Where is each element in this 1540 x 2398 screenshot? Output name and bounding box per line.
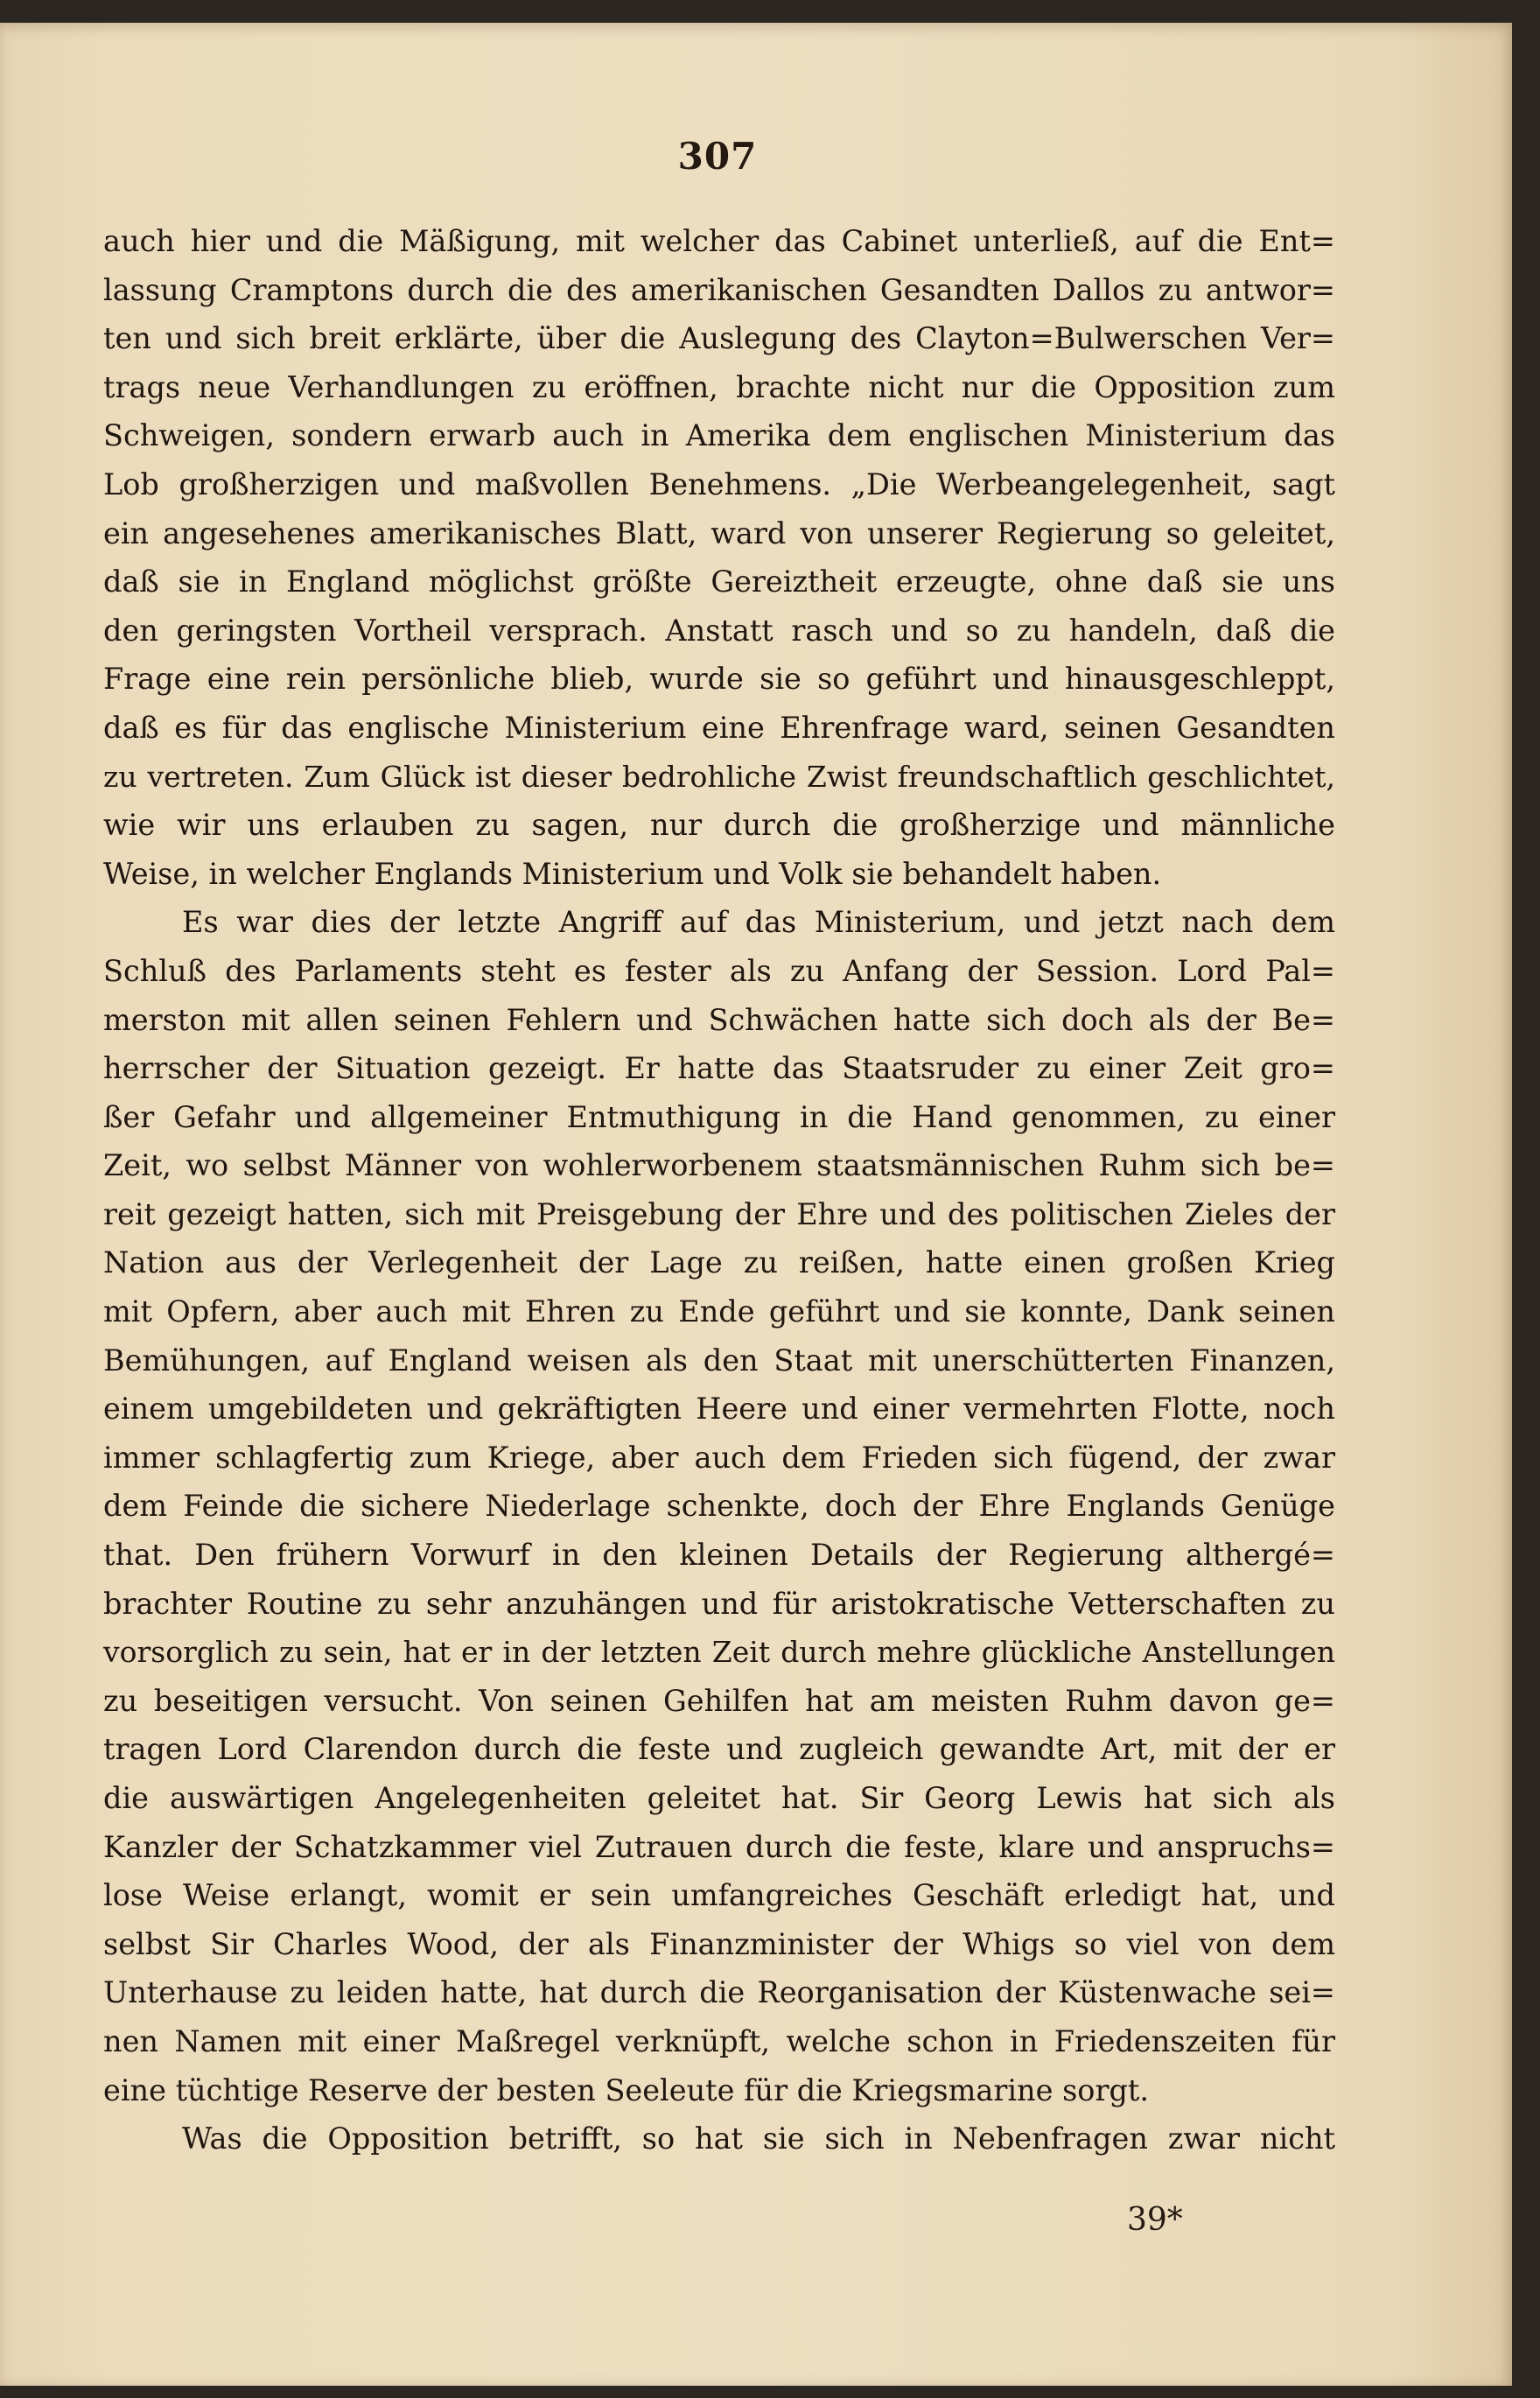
text-line-6: Lob großherzigen und maßvollen Benehmens. „Die Werbeangelegenheit, sagt	[103, 466, 1335, 501]
text-line-24: Bemühungen, auf England weisen als den Staat mit unerschütterten Finanzen,	[103, 1343, 1335, 1378]
text-line-28: that. Den frühern Vorwurf in den kleinen Details der Regierung althergé=	[103, 1538, 1335, 1573]
text-line-31: zu beseitigen versucht. Von seinen Gehilfen hat am meisten Ruhm davon ge=	[103, 1683, 1335, 1718]
text-line-5: Schweigen, sondern erwarb auch in Amerika dem englischen Ministerium das	[103, 418, 1335, 453]
text-line-8: daß sie in England möglichst größte Gereiztheit erzeugte, ohne daß sie uns	[103, 564, 1335, 600]
text-line-34: Kanzler der Schatzkammer viel Zutrauen durch die feste, klare und anspruchs=	[103, 1829, 1335, 1864]
text-line-40: Was die Opposition betrifft, so hat sie sich in Nebenfragen zwar nicht	[182, 2121, 1335, 2156]
text-line-4: trags neue Verhandlungen zu eröffnen, brachte nicht nur die Opposition zum	[103, 369, 1335, 404]
text-line-38: nen Namen mit einer Maßregel verknüpft, welche schon in Friedenszeiten für	[103, 2023, 1335, 2058]
text-line-36: selbst Sir Charles Wood, der als Finanzminister der Whigs so viel von dem	[103, 1926, 1335, 1961]
text-line-2: lassung Cramptons durch die des amerikanischen Gesandten Dallos zu antwor=	[103, 272, 1335, 307]
text-line-30: vorsorglich zu sein, hat er in der letzten Zeit durch mehre glückliche Anstellungen	[103, 1635, 1335, 1670]
text-line-15: Es war dies der letzte Angriff auf das Ministerium, und jetzt nach dem	[182, 905, 1335, 940]
text-line-1: auch hier und die Mäßigung, mit welcher das Cabinet unterließ, auf die Ent=	[103, 224, 1335, 258]
text-line-13: wie wir uns erlauben zu sagen, nur durch die großherzige und männliche	[103, 808, 1335, 843]
body-text	[103, 217, 1335, 2163]
text-line-9: den geringsten Vortheil versprach. Anstatt rasch und so zu handeln, daß die	[103, 613, 1335, 648]
text-line-19: ßer Gefahr und allgemeiner Entmuthigung in die Hand genommen, zu einer	[103, 1099, 1335, 1134]
text-line-18: herrscher der Situation gezeigt. Er hatte das Staatsruder zu einer Zeit gro=	[103, 1051, 1335, 1086]
text-line-37: Unterhause zu leiden hatte, hat durch die Reorganisation der Küstenwache sei=	[103, 1975, 1335, 2010]
page-number: 307	[677, 135, 758, 178]
text-line-21: reit gezeigt hatten, sich mit Preisgebung der Ehre und des politischen Zieles der	[103, 1196, 1335, 1231]
text-line-3: ten und sich breit erklärte, über die Auslegung des Clayton=Bulwerschen Ver=	[103, 321, 1335, 356]
text-line-27: dem Feinde die sichere Niederlage schenkte, doch der Ehre Englands Genüge	[103, 1489, 1335, 1524]
signature-mark: 39*	[1127, 2202, 1183, 2238]
text-line-23: mit Opfern, aber auch mit Ehren zu Ende geführt und sie konnte, Dank seinen	[103, 1294, 1335, 1329]
text-line-11: daß es für das englische Ministerium eine Ehrenfrage ward, seinen Gesandten	[103, 710, 1335, 745]
text-line-7: ein angesehenes amerikanisches Blatt, ward von unserer Regierung so geleitet,	[103, 515, 1335, 550]
text-line-12: zu vertreten. Zum Glück ist dieser bedrohliche Zwist freundschaftlich geschlichtet,	[103, 759, 1335, 794]
text-line-33: die auswärtigen Angelegenheiten geleitet hat. Sir Georg Lewis hat sich als	[103, 1781, 1335, 1815]
book-page	[0, 23, 1512, 2386]
text-line-22: Nation aus der Verlegenheit der Lage zu reißen, hatte einen großen Krieg	[103, 1245, 1335, 1280]
text-line-35: lose Weise erlangt, womit er sein umfangreiches Geschäft erledigt hat, und	[103, 1878, 1335, 1913]
text-line-20: Zeit, wo selbst Männer von wohlerworbenem staatsmännischen Ruhm sich be=	[103, 1148, 1335, 1183]
text-line-32: tragen Lord Clarendon durch die feste und zugleich gewandte Art, mit der er	[103, 1732, 1335, 1767]
text-line-25: einem umgebildeten und gekräftigten Heere und einer vermehrten Flotte, noch	[103, 1392, 1335, 1427]
text-line-29: brachter Routine zu sehr anzuhängen und für aristokratische Vetterschaften zu	[103, 1586, 1335, 1621]
text-line-17: merston mit allen seinen Fehlern und Schwächen hatte sich doch als der Be=	[103, 1002, 1335, 1037]
text-line-16: Schluß des Parlaments steht es fester als zu Anfang der Session. Lord Pal=	[103, 953, 1335, 988]
text-line-39: eine tüchtige Reserve der besten Seeleute für die Kriegsmarine sorgt.	[103, 2072, 1150, 2107]
text-line-26: immer schlagfertig zum Kriege, aber auch dem Frieden sich fügend, der zwar	[103, 1440, 1335, 1475]
text-line-10: Frage eine rein persönliche blieb, wurde sie so geführt und hinausgeschleppt,	[103, 662, 1335, 697]
text-line-14: Weise, in welcher Englands Ministerium und Volk sie behandelt haben.	[103, 856, 1162, 891]
